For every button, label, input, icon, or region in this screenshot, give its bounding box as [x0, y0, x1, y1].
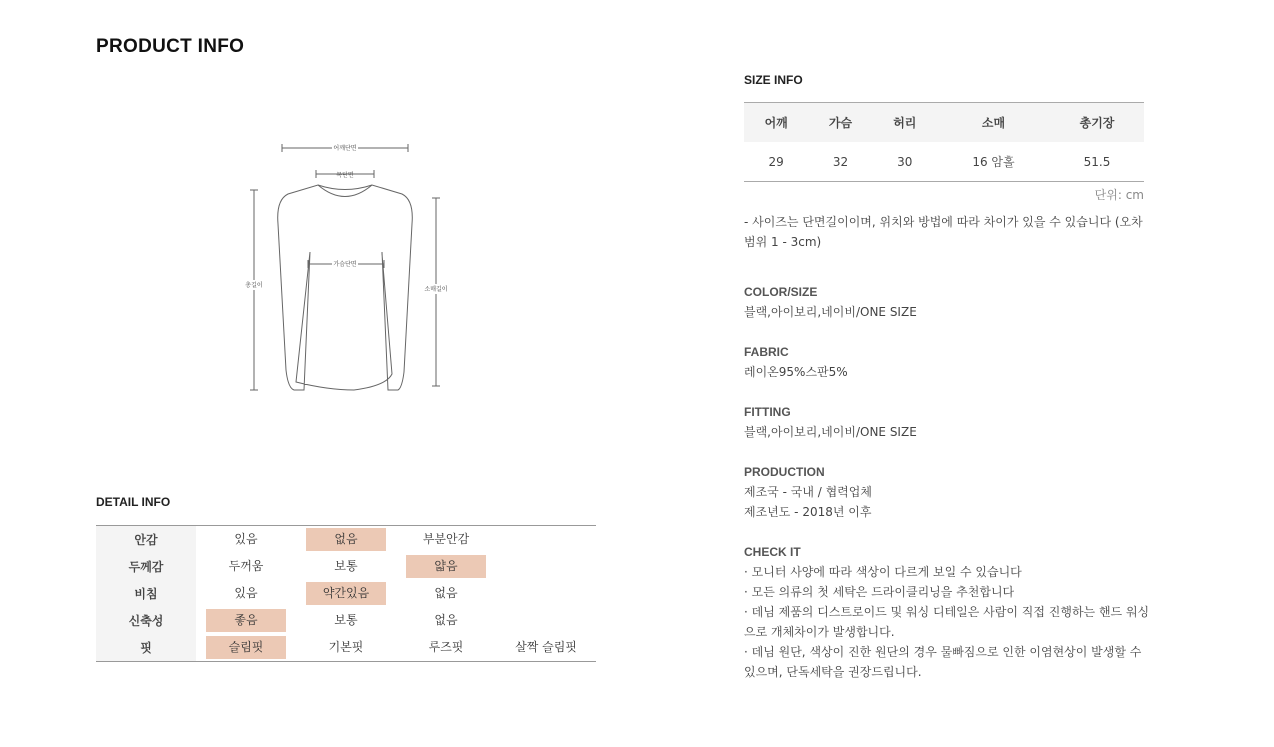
detail-option-cell [196, 580, 296, 607]
detail-row-label: 핏 [96, 634, 196, 662]
size-header-waist: 허리 [873, 103, 937, 143]
check-it-line: · 모든 의류의 첫 세탁은 드라이클리닝을 추천합니다 [744, 585, 1015, 599]
size-value-waist: 30 [897, 154, 913, 169]
size-note: - 사이즈는 단면길이이며, 위치와 방법에 따라 차이가 있을 수 있습니다 (오차범위 1 - 3cm) [744, 215, 1143, 249]
detail-option: 살짝 슬림핏 [515, 640, 577, 654]
fitting-value: 블랙,아이보리,네이비/ONE SIZE [744, 425, 917, 439]
size-header-length: 총기장 [1050, 103, 1144, 143]
detail-option-cell [396, 634, 496, 662]
detail-option: 기본핏 [328, 640, 364, 654]
detail-row-label: 안감 [96, 526, 196, 554]
fitting-title: FITTING [744, 405, 791, 419]
size-info-title: SIZE INFO [744, 73, 803, 87]
detail-row [96, 553, 596, 580]
fabric-value: 레이온95%스판5% [744, 365, 848, 379]
detail-row [96, 607, 596, 634]
detail-info-table [96, 525, 596, 662]
detail-option-cell [296, 607, 396, 634]
detail-option-cell [196, 634, 296, 662]
size-value-chest: 32 [832, 154, 849, 169]
size-value-sleeve: 16 암홀 [972, 155, 1015, 169]
detail-row-label: 신축성 [96, 607, 196, 634]
detail-option: 있음 [234, 532, 258, 546]
fabric-section [744, 342, 1154, 382]
neck-label: 목단면 [336, 172, 354, 179]
size-header-sleeve: 소매 [937, 103, 1050, 143]
color-size-section [744, 282, 1154, 322]
detail-option-cell [196, 607, 296, 634]
check-it-line: · 데님 원단, 색상이 진한 원단의 경우 물빠짐으로 인한 이염현상이 발생할 수 있으며, 단독세탁을 권장드립니다. [744, 645, 1142, 679]
size-table [744, 102, 1144, 182]
detail-option-cell [496, 553, 596, 580]
page-title: PRODUCT INFO [96, 36, 245, 57]
check-it-line: · 데님 제품의 디스트로이드 및 워싱 디테일은 사람이 직접 진행하는 핸드 워싱으로 개체차이가 발생합니다. [744, 605, 1150, 639]
detail-option-cell [396, 526, 496, 554]
detail-row [96, 580, 596, 607]
detail-row-label: 비침 [96, 580, 196, 607]
detail-option-cell [196, 526, 296, 554]
size-header-shoulder: 어깨 [744, 103, 808, 143]
garment-diagram [236, 134, 466, 404]
detail-option: 루즈핏 [428, 640, 464, 654]
detail-option-cell [296, 526, 396, 554]
detail-option-cell [496, 580, 596, 607]
size-header-chest: 가슴 [808, 103, 872, 143]
detail-option-cell [296, 553, 396, 580]
detail-option: 부분안감 [422, 532, 470, 546]
color-size-value: 블랙,아이보리,네이비/ONE SIZE [744, 305, 917, 319]
chest-label: 가슴단면 [333, 261, 357, 268]
detail-option: 두꺼움 [228, 559, 264, 573]
detail-option-cell [196, 553, 296, 580]
detail-option: 보통 [334, 559, 358, 573]
detail-option: 보통 [334, 613, 358, 627]
check-it-section [744, 542, 1154, 682]
detail-option-selected: 슬림핏 [206, 636, 286, 659]
size-value-shoulder: 29 [768, 154, 784, 169]
detail-option-cell [396, 607, 496, 634]
detail-option-selected: 없음 [306, 528, 386, 551]
color-size-title: COLOR/SIZE [744, 285, 818, 299]
detail-option: 없음 [434, 613, 458, 627]
production-country: 제조국 - 국내 / 협력업체 [744, 485, 872, 499]
detail-info-title: DETAIL INFO [96, 495, 171, 509]
detail-option-selected: 얇음 [406, 555, 486, 578]
detail-option-cell [496, 607, 596, 634]
detail-option-cell [396, 553, 496, 580]
detail-option-selected: 약간있음 [306, 582, 386, 605]
detail-option-cell [296, 580, 396, 607]
detail-row-label: 두께감 [96, 553, 196, 580]
sleeve-label: 소매길이 [424, 286, 448, 293]
length-label: 총길이 [245, 282, 263, 289]
fabric-title: FABRIC [744, 345, 789, 359]
detail-option-cell [396, 580, 496, 607]
check-it-title: CHECK IT [744, 545, 801, 559]
size-unit: 단위: cm [1094, 188, 1144, 202]
production-section [744, 462, 1154, 522]
detail-option-cell [296, 634, 396, 662]
check-it-line: · 모니터 사양에 따라 색상이 다르게 보일 수 있습니다 [744, 565, 1022, 579]
shoulder-label: 어깨단면 [333, 145, 357, 152]
fitting-section [744, 402, 1154, 442]
production-year: 제조년도 - 2018년 이후 [744, 505, 872, 519]
production-title: PRODUCTION [744, 465, 825, 479]
detail-row [96, 634, 596, 662]
detail-option-cell [496, 634, 596, 662]
detail-option: 없음 [434, 586, 458, 600]
size-value-length: 51.5 [1083, 154, 1111, 169]
detail-option: 있음 [234, 586, 258, 600]
detail-row [96, 526, 596, 554]
detail-option-cell [496, 526, 596, 554]
detail-option-selected: 좋음 [206, 609, 286, 632]
